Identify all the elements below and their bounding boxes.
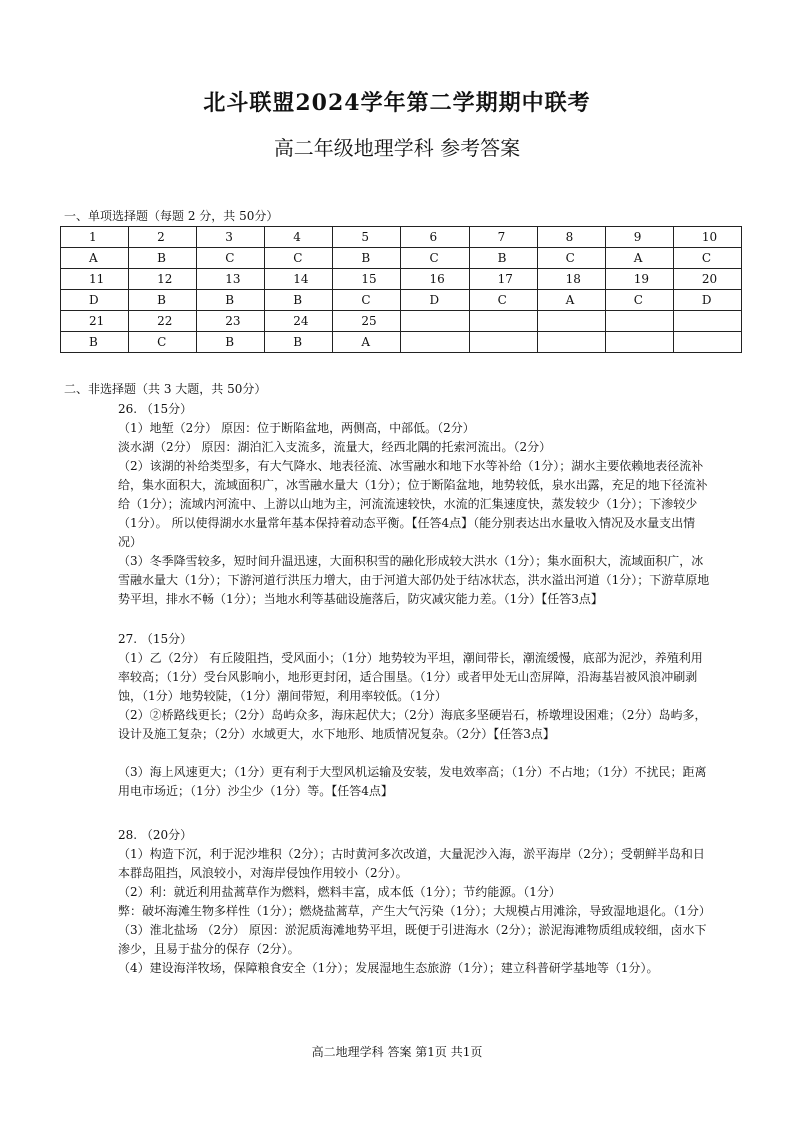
table-cell: A <box>61 248 129 269</box>
table-cell: B <box>265 332 333 353</box>
table-cell: 20 <box>673 269 741 290</box>
table-cell: 11 <box>61 269 129 290</box>
table-cell: A <box>333 332 401 353</box>
table-cell <box>401 332 469 353</box>
table-cell: 13 <box>197 269 265 290</box>
q27-part1: （1）乙（2分） 有丘陵阻挡，受风面小；（1分）地势较为平坦，潮间带长，潮流缓慢，底部为泥沙，养殖利用率较高；（1分）受台风影响小，地形更封闭，适合围垦。（1分）或者甲处无山峦屏障，沿海基岩被风浪冲刷剥蚀，（1分）地势较陡，（1分）潮间带短，利用率较低。（1分） <box>118 651 703 703</box>
table-cell: 23 <box>197 311 265 332</box>
q28-part1: （1）构造下沉，利于泥沙堆积（2分）；古时黄河多次改道，大量泥沙入海，淤平海岸（2分）；受朝鲜半岛和日本群岛阻挡，风浪较小，对海岸侵蚀作用较小（2分）。 <box>118 847 705 880</box>
exam-title: 北斗联盟2024学年第二学期期中联考 <box>203 90 591 116</box>
question-27 <box>118 630 710 801</box>
table-row <box>61 332 742 353</box>
table-cell <box>469 311 537 332</box>
table-cell: C <box>401 248 469 269</box>
table-cell: 18 <box>537 269 605 290</box>
table-cell: 25 <box>333 311 401 332</box>
table-cell: D <box>401 290 469 311</box>
table-cell: 7 <box>469 227 537 248</box>
table-cell: 6 <box>401 227 469 248</box>
table-cell: B <box>61 332 129 353</box>
table-cell: C <box>605 290 673 311</box>
q27-part3: （3）海上风速更大；（1分）更有利于大型风机运输及安装，发电效率高；（1分）不占地；（1分）不扰民；距离用电市场近；（1分）沙尘少（1分）等。【任答4点】 <box>118 765 707 798</box>
table-cell: B <box>129 290 197 311</box>
q28-part3: （3）淮北盐场 （2分） 原因：淤泥质海滩地势平坦，既便于引进海水（2分）；淤泥海滩物质组成较细，卤水下渗少，且易于盐分的保存（2分）。 <box>118 923 707 956</box>
table-cell: C <box>537 248 605 269</box>
table-cell: C <box>129 332 197 353</box>
table-cell: 4 <box>265 227 333 248</box>
table-cell: 12 <box>129 269 197 290</box>
table-cell: B <box>129 248 197 269</box>
table-cell <box>605 311 673 332</box>
q27-part2: （2）②桥路线更长；（2分）岛屿众多，海床起伏大；（2分）海底多坚硬岩石，桥墩埋设困难；（2分）岛屿多，设计及施工复杂；（2分）水域更大，水下地形、地质情况复杂。（2分）【任答3点】 <box>118 708 707 741</box>
q26-part1a: （1）地堑（2分） 原因：位于断陷盆地，两侧高，中部低。（2分） <box>118 421 475 435</box>
table-cell: C <box>469 290 537 311</box>
table-row <box>61 290 742 311</box>
table-cell: C <box>265 248 333 269</box>
table-cell: 10 <box>673 227 741 248</box>
table-cell: B <box>197 290 265 311</box>
q26-part2: （2）该湖的补给类型多，有大气降水、地表径流、冰雪融水和地下水等补给（1分）；湖水主要依赖地表径流补给，集水面积大，流域面积广，冰雪融水量大（1分）；位于断陷盆地，地势较低，泉水出露，充足的地下径流补给（1分）；流域内河流中、上游以山地为主，河流流速较快，水流的汇集速度快，蒸发较少（1分）；下渗较少（1分）。 所以使得湖水水量常年基本保持着动态平衡。【任答4点】（能分别表达出水量收入情况及水量支出情况） <box>118 459 708 549</box>
section1-heading: 一、单项选择题（每题 2 分，共 50分） <box>64 209 279 223</box>
table-cell: 24 <box>265 311 333 332</box>
table-cell: C <box>333 290 401 311</box>
answer-table <box>60 226 742 353</box>
table-cell: A <box>605 248 673 269</box>
table-row <box>61 311 742 332</box>
table-cell: 2 <box>129 227 197 248</box>
table-cell <box>537 311 605 332</box>
table-cell: 1 <box>61 227 129 248</box>
q26-part1b: 淡水湖（2分） 原因：湖泊汇入支流多，流量大，经西北隅的托索河流出。（2分） <box>118 440 552 454</box>
q28-part4: （4）建设海洋牧场，保障粮食安全（1分）；发展湿地生态旅游（1分）；建立科普研学基地等（1分）。 <box>118 961 659 975</box>
q26-header: 26. （15分） <box>118 402 193 416</box>
table-cell: 9 <box>605 227 673 248</box>
table-cell <box>401 311 469 332</box>
table-row <box>61 227 742 248</box>
table-cell <box>673 311 741 332</box>
q27-header: 27. （15分） <box>118 632 193 646</box>
table-cell: 17 <box>469 269 537 290</box>
table-cell: 16 <box>401 269 469 290</box>
table-cell: 22 <box>129 311 197 332</box>
section2-heading: 二、非选择题（共 3 大题，共 50分） <box>64 382 267 396</box>
table-cell: 19 <box>605 269 673 290</box>
q26-part3: （3）冬季降雪较多，短时间升温迅速，大面积积雪的融化形成较大洪水（1分）；集水面积大，流域面积广，冰雪融水量大（1分）；下游河道行洪压力增大，由于河道大部仍处于结冰状态，洪水溢出河道（1分）；下游草原地势平坦，排水不畅（1分）；当地水利等基础设施落后，防灾减灾能力差。（1分）【任答3点】 <box>118 554 710 606</box>
table-cell <box>673 332 741 353</box>
table-row <box>61 248 742 269</box>
table-cell: 14 <box>265 269 333 290</box>
q28-header: 28. （20分） <box>118 828 193 842</box>
table-cell: C <box>673 248 741 269</box>
table-cell <box>605 332 673 353</box>
table-cell: B <box>333 248 401 269</box>
table-cell: B <box>265 290 333 311</box>
q28-part2a: （2）利：就近利用盐蒿草作为燃料，燃料丰富，成本低（1分）；节约能源。（1分） <box>118 885 561 899</box>
table-cell: B <box>469 248 537 269</box>
table-cell: D <box>61 290 129 311</box>
table-cell: B <box>197 332 265 353</box>
table-cell: C <box>197 248 265 269</box>
table-cell: D <box>673 290 741 311</box>
q28-part2b: 弊：破坏海滩生物多样性（1分）；燃烧盐蒿草，产生大气污染（1分）；大规模占用滩涂，导致湿地退化。（1分） <box>118 904 711 918</box>
question-26 <box>118 400 710 609</box>
question-28 <box>118 826 710 978</box>
table-cell: 5 <box>333 227 401 248</box>
page-footer: 高二地理学科 答案 第1页 共1页 <box>311 1045 483 1059</box>
exam-subtitle: 高二年级地理学科 参考答案 <box>273 136 521 160</box>
table-cell: A <box>537 290 605 311</box>
table-row <box>61 269 742 290</box>
table-cell: 15 <box>333 269 401 290</box>
table-cell: 3 <box>197 227 265 248</box>
table-cell: 8 <box>537 227 605 248</box>
table-cell: 21 <box>61 311 129 332</box>
table-cell <box>469 332 537 353</box>
table-cell <box>537 332 605 353</box>
